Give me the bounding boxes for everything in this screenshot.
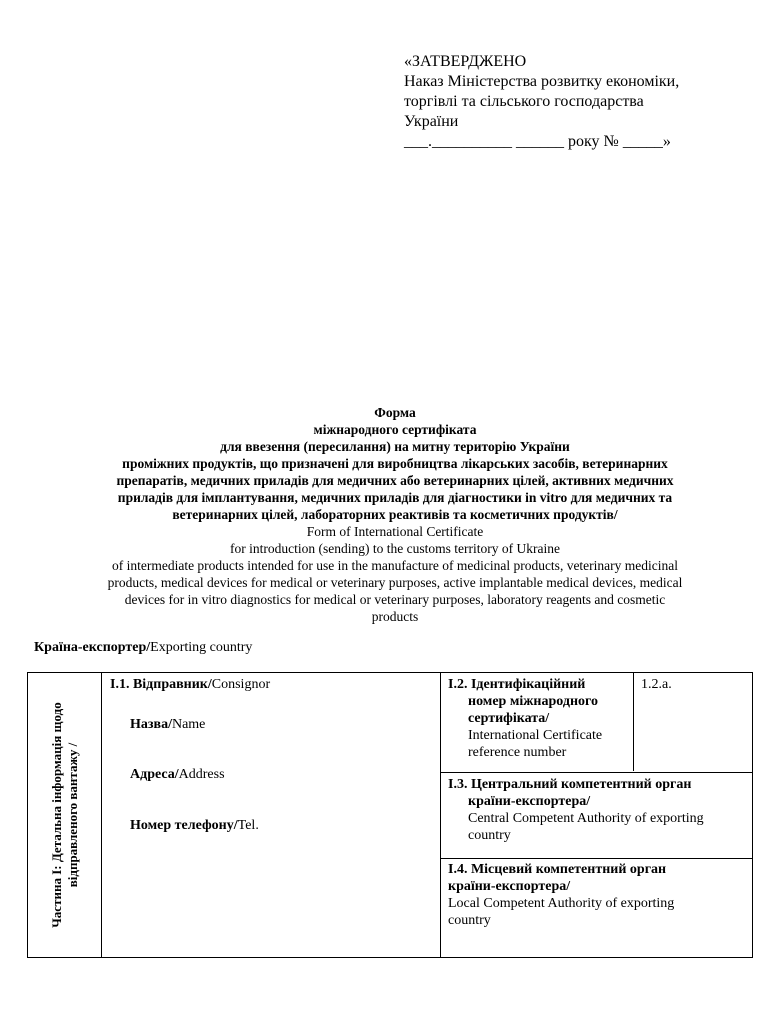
central-authority-section <box>448 776 748 844</box>
central-en-line: Central Competent Authority of exporting <box>468 811 704 826</box>
row-divider <box>440 858 752 859</box>
row-divider <box>440 772 752 773</box>
local-heading-line: І.4. Місцевий компетентний орган <box>448 862 667 877</box>
approval-stamp <box>404 52 744 152</box>
local-en-line: Local Competent Authority of exporting <box>448 896 675 911</box>
consignor-name-en: Name <box>171 717 206 732</box>
approval-line: Наказ Міністерства розвитку економіки, <box>404 73 680 90</box>
ref-en-line: reference number <box>468 745 567 760</box>
consignor-name-uk: Назва/ <box>130 717 172 732</box>
central-en-line: country <box>468 828 511 843</box>
consignor-phone-en: Tel. <box>237 818 259 833</box>
consignor-address-en: Address <box>178 767 225 782</box>
side-label-line: Частина I: Детальна інформація щодо <box>49 702 64 928</box>
reference-code: 1.2.a. <box>641 677 672 692</box>
approval-line: України <box>404 113 459 130</box>
title-line: міжнародного сертифіката <box>313 422 477 437</box>
title-line-en: products <box>371 609 419 624</box>
title-line-en: of intermediate products intended for use in the manufacture of medicinal products, veterinary medicinal <box>111 558 679 573</box>
approval-line: «ЗАТВЕРДЖЕНО <box>404 53 527 70</box>
consignor-address-uk: Адреса/ <box>130 767 179 782</box>
ref-heading-line: І.2. Ідентифікаційний <box>448 677 586 692</box>
approval-line: ___.__________ ______ року № _____» <box>404 133 671 150</box>
certificate-reference-section <box>448 676 633 761</box>
title-line-en: for introduction (sending) to the customs territory of Ukraine <box>230 541 560 556</box>
local-en-line: country <box>448 913 491 928</box>
document-title <box>40 404 750 625</box>
approval-line: торгівлі та сільського господарства <box>404 93 644 110</box>
column-divider <box>440 673 441 957</box>
title-line: для ввезення (пересилання) на митну територію України <box>220 439 570 454</box>
consignor-heading-uk: І.1. Відправник/ <box>110 677 212 692</box>
title-line: проміжних продуктів, що призначені для виробництва лікарських засобів, ветеринарних <box>122 456 668 471</box>
exporting-country-label <box>34 640 252 656</box>
consignor-section <box>110 676 430 834</box>
ref-heading-line: сертифіката/ <box>468 711 550 726</box>
title-line-en: products, medical devices for medical or veterinary purposes, active implantable medical devices, medical <box>107 575 683 590</box>
title-line: ветеринарних цілей, лабораторних реактивів та косметичних продуктів/ <box>172 507 618 522</box>
title-line: Форма <box>374 405 416 420</box>
part-one-side-label <box>28 673 101 957</box>
local-heading-line: країни-експортера/ <box>448 879 571 894</box>
column-divider <box>633 673 634 771</box>
title-line: препаратів, медичних приладів для медичних або ветеринарних цілей, активних медичних <box>116 473 674 488</box>
exporting-country-en: Exporting country <box>150 640 253 655</box>
title-line-en: Form of International Certificate <box>306 524 484 539</box>
side-label-line: відправленого вантажу / <box>65 742 80 888</box>
central-heading-line: країни-експортера/ <box>468 794 591 809</box>
title-line-en: devices for in vitro diagnostics for medical or veterinary purposes, laboratory reagents and cosmetic <box>124 592 666 607</box>
ref-en-line: International Certificate <box>468 728 603 743</box>
central-heading-line: І.3. Центральний компетентний орган <box>448 777 692 792</box>
exporting-country-uk: Країна-експортер/ <box>34 640 151 655</box>
consignor-heading-en: Consignor <box>211 677 271 692</box>
ref-heading-line: номер міжнародного <box>468 694 599 709</box>
title-line: приладів для імплантування, медичних приладів для діагностики in vitro для медичних та <box>117 490 673 505</box>
consignor-phone-uk: Номер телефону/ <box>130 818 238 833</box>
certificate-form-table <box>27 672 753 958</box>
local-authority-section <box>448 861 748 929</box>
column-divider <box>101 673 102 957</box>
